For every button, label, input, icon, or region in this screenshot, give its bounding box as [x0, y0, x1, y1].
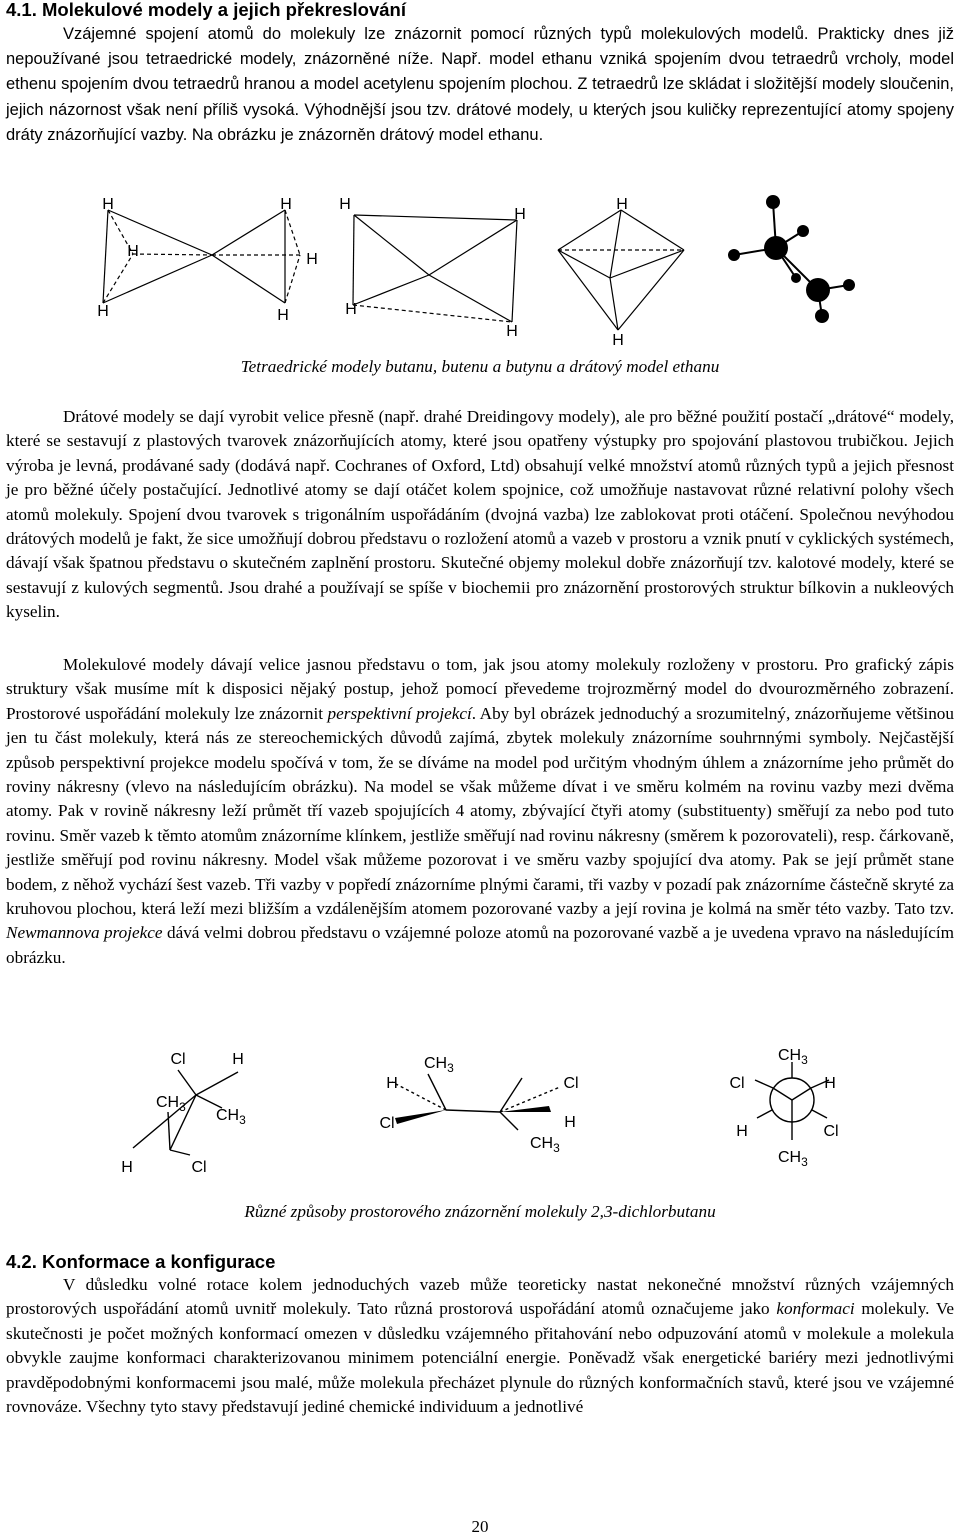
paragraph-intro: Vzájemné spojení atomů do molekuly lze znázornit pomocí různých typů molekulových modelů. Prakticky dnes již nepoužívané jsou tetraedrické modely, znázorněné níže. Např. model ethanu vzniká spojením dvou tetraedrů vrcholy, model ethenu spojením dvou tetraedrů hranou a model acetylenu spojením plochou. Z tetraedrů lze skládat i složitější modely sloučenin, jejich názornost však není příliš vysoká. Výhodnější jsou tzv. drátové modely, u kterých jsou kuličky reprezentující atomy spojeny dráty znázorňující vazby. Na obrázku je znázorněn drátový model ethanu.	[6, 25, 954, 144]
paragraph-projections	[6, 653, 954, 970]
label-cl: Cl	[170, 1051, 186, 1068]
text-run: . Aby byl obrázek jednoduchý a srozumitelný, znázorňujeme většinou jen tu část molekuly, která nás ze stereochemických důvodů zajímá, zbytek molekuly znázorníme souhrnnými symboly. Nejčastější způsob perspektivní projekce modelu spočívá v tom, že se díváme na model pod určitým vhodným úhlem a znázorníme jeho průmět do roviny nákresny (vlevo na následujícím obrázku). Na model se však můžeme dívat i ve směru kolmém na rovinu vazby mezi dvěma atomy. Pak v rovině nákresny leží průmět tří vazeb spojujících 4 atomy, zbývající čtyři atomy (substituenty) směřují za nebo pod tuto rovinu. Směr vazeb k těmto atomům znázorníme klínkem, jestliže směřují nad rovinu nákresny (směrem k pozorovateli), resp. čárkovaně, jestliže směřují pod rovinu nákresny. Model však můžeme pozorovat i ve směru vazby spojující dva atomy. Pak se její průmět stane bodem, z něhož vychází šest vazeb. Tři vazby v popředí znázorníme plnými čarami, tři vazby v pozadí pak znázorníme částečně skryté za kruhovou plochou, která leží mezi bližším a vzdálenějším atomem pozorované vazby a její rovina je kolmá na směr této vazby. Tato tzv.	[6, 703, 954, 919]
figure-dichlorobutane-projections	[0, 1045, 960, 1195]
label-ch3: $CH_3$	[778, 1149, 808, 1169]
wire-model-atoms	[728, 195, 855, 323]
term-perspective-projection: perspektivní projekcí	[327, 703, 472, 723]
label-ch3: $CH_3$	[778, 1047, 808, 1067]
label-ch3: $CH_3$	[424, 1055, 454, 1075]
paragraph-conformation	[6, 1273, 954, 1419]
atom-label: H	[514, 206, 526, 223]
figure-caption-1: Tetraedrické modely butanu, butenu a butynu a drátový model ethanu	[240, 357, 720, 376]
figure-tetrahedral-models	[0, 185, 960, 345]
label-cl: Cl	[563, 1075, 579, 1092]
paragraph-wire-models: Drátové modely se dají vyrobit velice přesně (např. drahé Dreidingovy modely), ale pro běžné použití postačí „drátové“ modely, které se sestavují z plastových tvarovek znázorňujících atomy, které jsou opatřeny výstupky pro spojování plastovou trubičkou. Jejich výroba je levná, prodávané sady (dodává např. Cochranes of Oxford, Ltd) obsahují velké množství atomů různých typů a jejich přesnost je pro běžné účely postačující. Jednotlivé atomy se dají otáčet kolem spojnice, což umožňuje nastavovat různé relativní polohy všech atomů molekuly. Spojení dvou tvarovek s trigonálním uspořádáním (dvojná vazba) lze zablokovat proti otáčení. Společnou nevýhodou drátových modelů je fakt, že sice umožňují dobrou představu o rozložení atomů a vazeb v prostoru a vznik pnutí v cyklických systémech, dávají však špatnou představu o skutečném zaplnění prostoru. Skutečné objemy molekul dobře znázorňují tzv. kalotové modely, které se sestavují z kulových segmentů. Jsou drahé a používají se spíše v biochemii pro znázornění prostorových struktur bílkovin a nukleových kyselin.	[6, 407, 954, 622]
term-conformation: konformaci	[776, 1299, 855, 1319]
term-newman-projection: Newmannova projekce	[6, 923, 163, 943]
label-ch3: $CH_3$	[530, 1135, 560, 1155]
label-ch3: $CH_3$	[216, 1107, 246, 1127]
atom-label: H	[345, 301, 357, 318]
section-heading-4-2: 4.2. Konformace a konfigurace	[6, 1251, 276, 1272]
label-h: H	[121, 1159, 133, 1176]
atom-label: H	[280, 196, 292, 213]
atom-label: H	[339, 196, 351, 213]
label-cl: Cl	[823, 1123, 839, 1140]
text-run: dává velmi dobrou představu o vzájemné poloze atomů na pozorované vazbě a je uvedena vpravo na následujícím obrázku.	[6, 923, 954, 967]
label-cl: Cl	[379, 1115, 395, 1132]
atom-label: H	[97, 303, 109, 320]
atom-label: H	[612, 332, 624, 345]
text-run: molekuly. Ve skutečnosti je počet možných konformací omezen v důsledku vzájemného přitahování nebo odpuzování atomů v molekule a molekula obvykle zaujme konformaci charakterizovanou minimem potenciální energie. Poněvadž však energetické bariéry mezi jednotlivými pravděpodobnými konformacemi jsou malé, může molekula přecházet plynule do různých konformačních stavů, které jsou ve vzájemné rovnováze. Všechny tyto stavy představují jediné chemické individuum a jednotlivé	[6, 1299, 954, 1417]
label-h: H	[736, 1123, 748, 1140]
page-number: 20	[471, 1517, 489, 1536]
text-run: Molekulové modely dávají velice jasnou představu o tom, jak jsou atomy molekuly rozloženy v prostoru. Pro grafický zápis struktury však musíme mít k disposici nějaký postup, jehož pomocí převedeme trojrozměrný model do dvourozměrného zobrazení. Prostorové uspořádání molekuly lze znázornit	[6, 655, 954, 723]
label-h: H	[232, 1051, 244, 1068]
label-h: H	[386, 1075, 398, 1092]
section-heading-4-1: 4.1. Molekulové modely a jejich překreslování	[6, 0, 406, 20]
atom-label: H	[616, 196, 628, 213]
atom-label: H	[277, 307, 289, 324]
text-run: V důsledku volné rotace kolem jednoduchých vazeb může teoreticky nastat nekonečné množství různých vzájemných prostorových uspořádání atomů uvnitř molekuly. Tato různá prostorová uspořádání atomů označujeme jako	[6, 1275, 954, 1319]
label-h: H	[564, 1114, 576, 1131]
label-h: H	[824, 1075, 836, 1092]
label-cl: Cl	[191, 1159, 207, 1176]
atom-label: H	[127, 243, 139, 260]
label-ch3: $CH_3$	[156, 1094, 186, 1114]
atom-label: H	[102, 196, 114, 213]
figure-caption-2: Různé způsoby prostorového znázornění molekuly 2,3-dichlorbutanu	[244, 1202, 716, 1221]
label-cl: Cl	[729, 1075, 745, 1092]
atom-label: H	[506, 323, 518, 340]
atom-label: H	[306, 251, 318, 268]
